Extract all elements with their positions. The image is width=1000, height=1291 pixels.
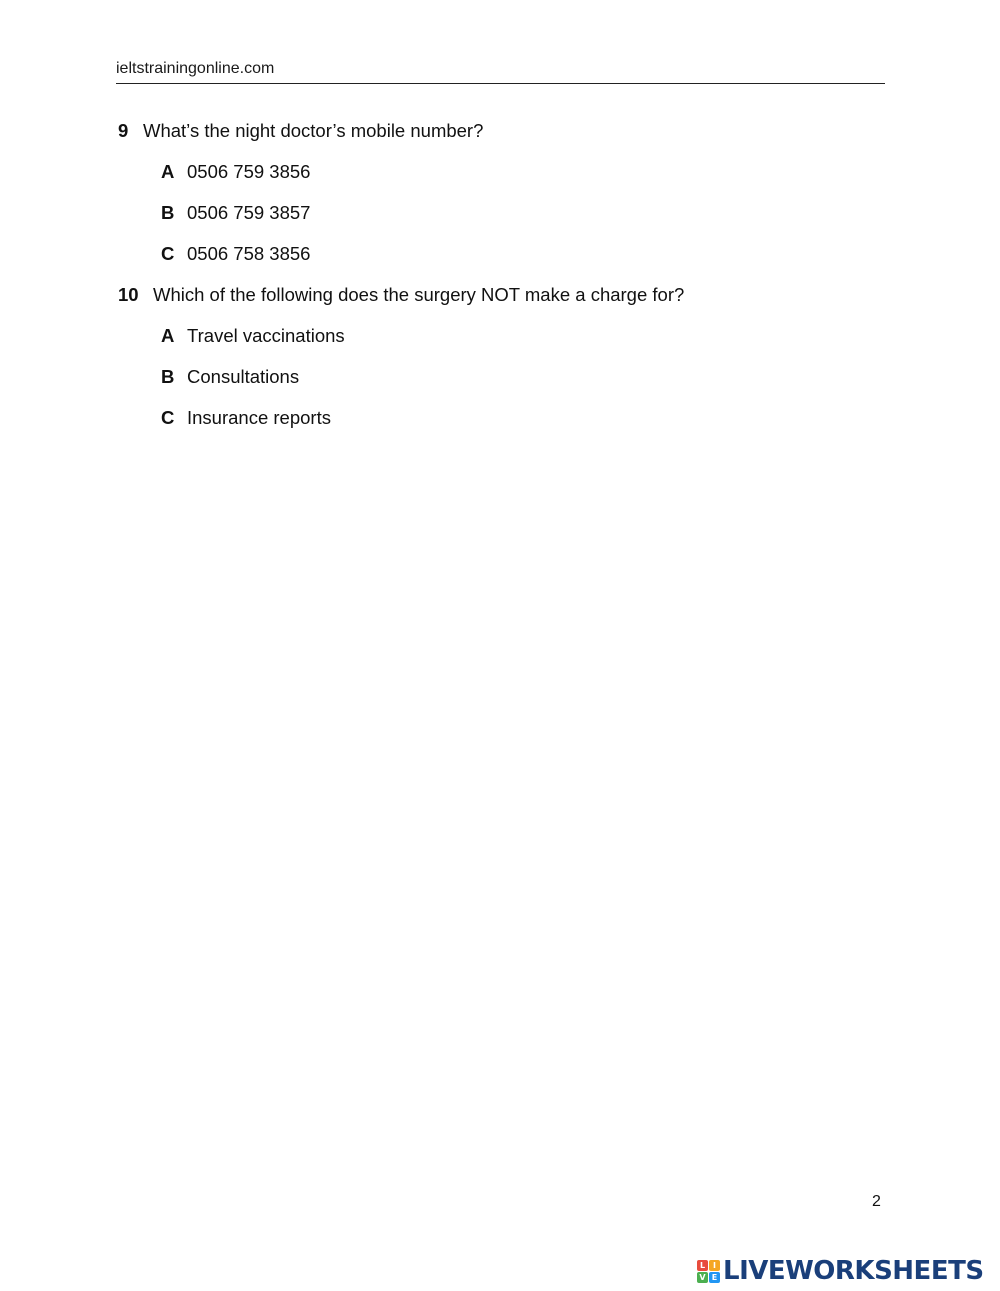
logo-tile-l: L [697, 1260, 708, 1271]
site-name: ieltstrainingonline.com [116, 60, 275, 77]
option-text: Insurance reports [187, 407, 331, 428]
logo-tile-i: I [709, 1260, 720, 1271]
logo-tile-e: E [709, 1272, 720, 1283]
option-10-c[interactable] [161, 406, 331, 430]
option-text: 0506 758 3856 [187, 243, 311, 264]
option-text: Travel vaccinations [187, 325, 345, 346]
logo-tile-v: V [697, 1272, 708, 1283]
question-text: Which of the following does the surgery NOT make a charge for? [153, 284, 685, 305]
option-10-a[interactable] [161, 324, 345, 348]
page-number: 2 [872, 1193, 881, 1210]
option-letter: B [161, 366, 175, 387]
option-text: Consultations [187, 366, 300, 387]
option-text: 0506 759 3857 [187, 202, 311, 223]
question-10 [118, 283, 684, 307]
option-letter: C [161, 243, 175, 264]
option-9-c[interactable] [161, 242, 310, 266]
liveworksheets-logo[interactable] [697, 1256, 984, 1286]
question-number: 9 [118, 120, 129, 141]
question-9 [118, 119, 483, 143]
option-9-a[interactable] [161, 160, 310, 184]
option-letter: B [161, 202, 175, 223]
option-letter: A [161, 161, 175, 182]
liveworksheets-logo-icon [697, 1260, 720, 1283]
question-text: What’s the night doctor’s mobile number? [143, 120, 484, 141]
option-10-b[interactable] [161, 365, 299, 389]
page-header [116, 59, 885, 84]
option-letter: A [161, 325, 175, 346]
option-text: 0506 759 3856 [187, 161, 311, 182]
option-9-b[interactable] [161, 201, 310, 225]
question-number: 10 [118, 284, 139, 305]
option-letter: C [161, 407, 175, 428]
brand-name: LIVEWORKSHEETS [723, 1256, 984, 1286]
